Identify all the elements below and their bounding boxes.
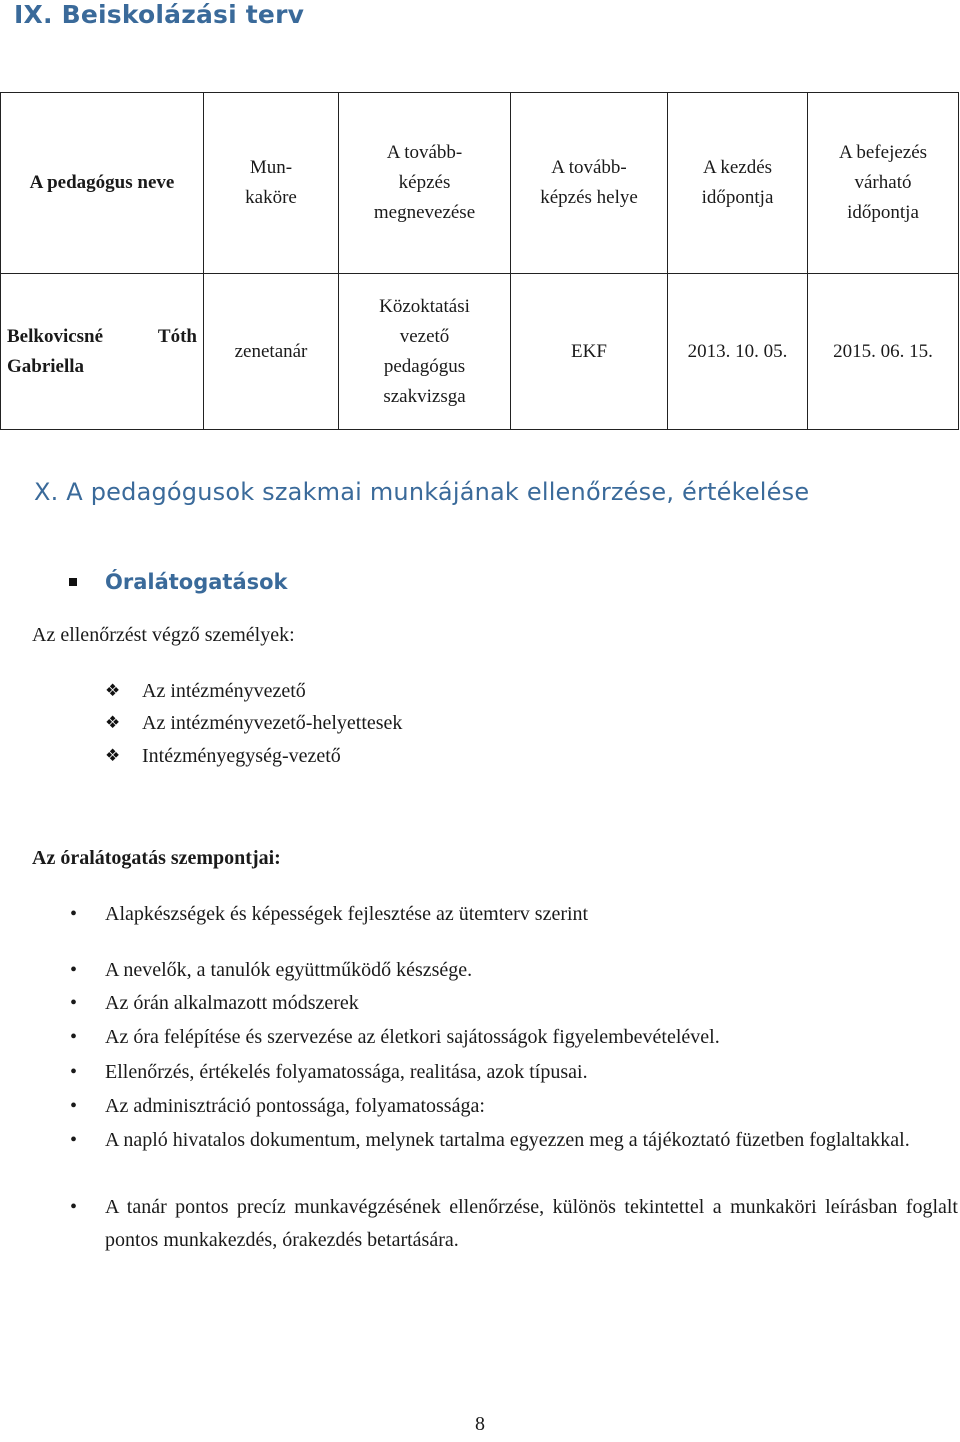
list-item: • A nevelők, a tanulók együttműködő készsége.	[70, 954, 958, 987]
cell-course-name: Közoktatási vezető pedagógus szakvizsga	[339, 274, 511, 430]
table-row	[1, 274, 959, 430]
list-item: • Alapkészségek és képességek fejlesztése az ütemterv szerint	[70, 898, 958, 931]
square-bullet-icon	[69, 578, 77, 586]
section-title-ellenorzes: X. A pedagógusok szakmai munkájának ellenőrzése, értékelése	[34, 478, 810, 506]
dot-bullet-icon: •	[70, 1129, 78, 1151]
dot-bullet-icon: •	[70, 1061, 78, 1083]
list-item: • Ellenőrzés, értékelés folyamatossága, realitása, azok típusai.	[70, 1056, 958, 1089]
training-plan-table	[0, 92, 959, 430]
header-job: Mun- kaköre	[204, 93, 339, 274]
list-item: • Az óra felépítése és szervezése az életkori sajátosságok figyelembevételével.	[70, 1021, 958, 1054]
diamond-bullet-icon: ❖	[105, 746, 121, 765]
header-start-date: A kezdés időpontja	[668, 93, 808, 274]
list-item: ❖ Az intézményvezető	[105, 679, 306, 702]
intro-text: Az ellenőrzést végző személyek:	[32, 624, 295, 646]
page-number: 8	[475, 1413, 485, 1435]
table-header-row	[1, 93, 959, 274]
dot-bullet-icon: •	[70, 903, 78, 925]
header-course-name: A tovább- képzés megnevezése	[339, 93, 511, 274]
list-item: ❖ Intézményegység-vezető	[105, 744, 341, 767]
dot-bullet-icon: •	[70, 1196, 78, 1218]
dot-bullet-icon: •	[70, 959, 78, 981]
diamond-bullet-icon: ❖	[105, 713, 121, 732]
criteria-title: Az óralátogatás szempontjai:	[32, 847, 281, 869]
cell-start-date: 2013. 10. 05.	[668, 274, 808, 430]
list-item: • A tanár pontos precíz munkavégzésének ellenőrzése, különös tekintettel a munkaköri leírásban foglalt pontos munkakezdés, órakezdés betartására.	[70, 1191, 958, 1257]
list-item: • Az adminisztráció pontossága, folyamatossága:	[70, 1090, 958, 1123]
list-item: • A napló hivatalos dokumentum, melynek tartalma egyezzen meg a tájékoztató füzetben foglaltakkal.	[70, 1124, 958, 1157]
list-item: ❖ Az intézményvezető-helyettesek	[105, 711, 403, 734]
cell-course-place: EKF	[511, 274, 668, 430]
subtitle-oralatogatasok: Óralátogatások	[105, 570, 288, 594]
dot-bullet-icon: •	[70, 992, 78, 1014]
diamond-bullet-icon: ❖	[105, 681, 121, 700]
cell-teacher-name: Belkovicsné Tóth Gabriella	[1, 274, 204, 430]
cell-job: zenetanár	[204, 274, 339, 430]
header-course-place: A tovább- képzés helye	[511, 93, 668, 274]
section-title-beiskolazasi-terv: IX. Beiskolázási terv	[14, 0, 305, 29]
dot-bullet-icon: •	[70, 1095, 78, 1117]
header-end-date: A befejezés várható időpontja	[808, 93, 959, 274]
list-item: • Az órán alkalmazott módszerek	[70, 987, 958, 1020]
cell-end-date: 2015. 06. 15.	[808, 274, 959, 430]
header-teacher-name: A pedagógus neve	[1, 93, 204, 274]
dot-bullet-icon: •	[70, 1026, 78, 1048]
